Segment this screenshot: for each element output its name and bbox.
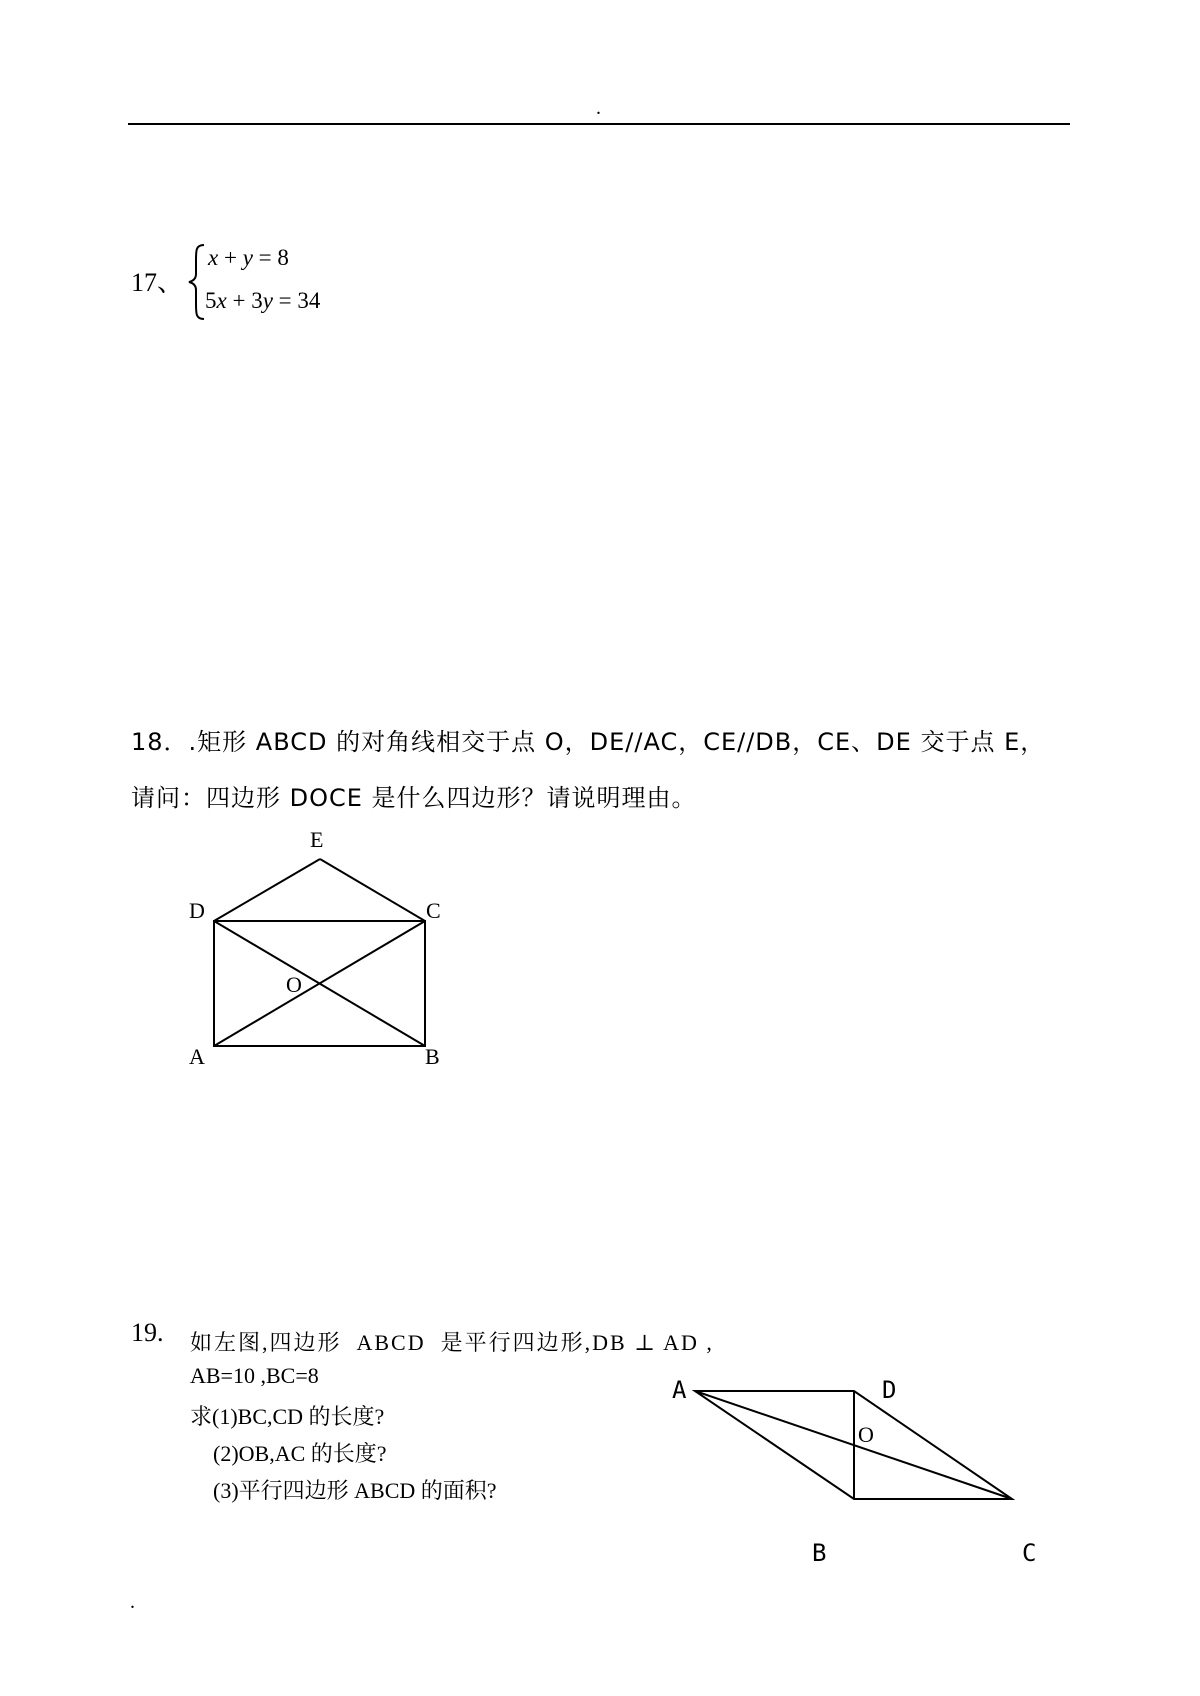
segment-de — [214, 859, 320, 921]
label-a: A — [672, 1376, 687, 1404]
q17-number: 17、 — [131, 268, 184, 297]
q18-text-line-2: 请问：四边形 DOCE 是什么四边形？请说明理由。 — [131, 784, 697, 812]
equation-2: 5x + 3y = 34 — [205, 288, 321, 313]
label-d: D — [882, 1376, 897, 1404]
diagonal-db — [214, 921, 425, 1046]
q19-text-line-5: (3)平行四边形 ABCD 的面积? — [213, 1478, 497, 1503]
label-c: C — [426, 898, 441, 923]
parallelogram-abcd — [695, 1391, 1012, 1499]
header-rule — [128, 123, 1070, 125]
q19-text-line-1: 如左图,四边形 ABCD 是平行四边形,DB ⊥ AD , — [190, 1330, 714, 1355]
segment-ce — [320, 859, 425, 921]
q18-text-line-1: 18．.矩形 ABCD 的对角线相交于点 O，DE//AC，CE//DB，CE、DE 交于点 E， — [131, 728, 1046, 756]
q19-text-line-3: 求(1)BC,CD 的长度? — [190, 1404, 385, 1429]
q19-text-line-4: (2)OB,AC 的长度? — [213, 1441, 387, 1466]
label-d: D — [189, 898, 205, 923]
diagonal-ac — [214, 921, 425, 1046]
q19-number: 19. — [131, 1318, 164, 1347]
equation-1: x + y = 8 — [208, 245, 289, 270]
diagonal-ac — [695, 1391, 1012, 1499]
label-c: C — [1022, 1539, 1037, 1567]
label-a: A — [189, 1044, 205, 1069]
label-e: E — [310, 827, 324, 852]
rectangle-abcd — [214, 921, 425, 1046]
label-b: B — [812, 1539, 827, 1567]
label-o: O — [286, 972, 302, 997]
label-b: B — [425, 1044, 440, 1069]
header-dot: . — [596, 97, 601, 119]
footer-dot: . — [130, 1591, 135, 1613]
label-o: O — [858, 1422, 874, 1447]
q19-text-line-2: AB=10 ,BC=8 — [190, 1363, 319, 1388]
